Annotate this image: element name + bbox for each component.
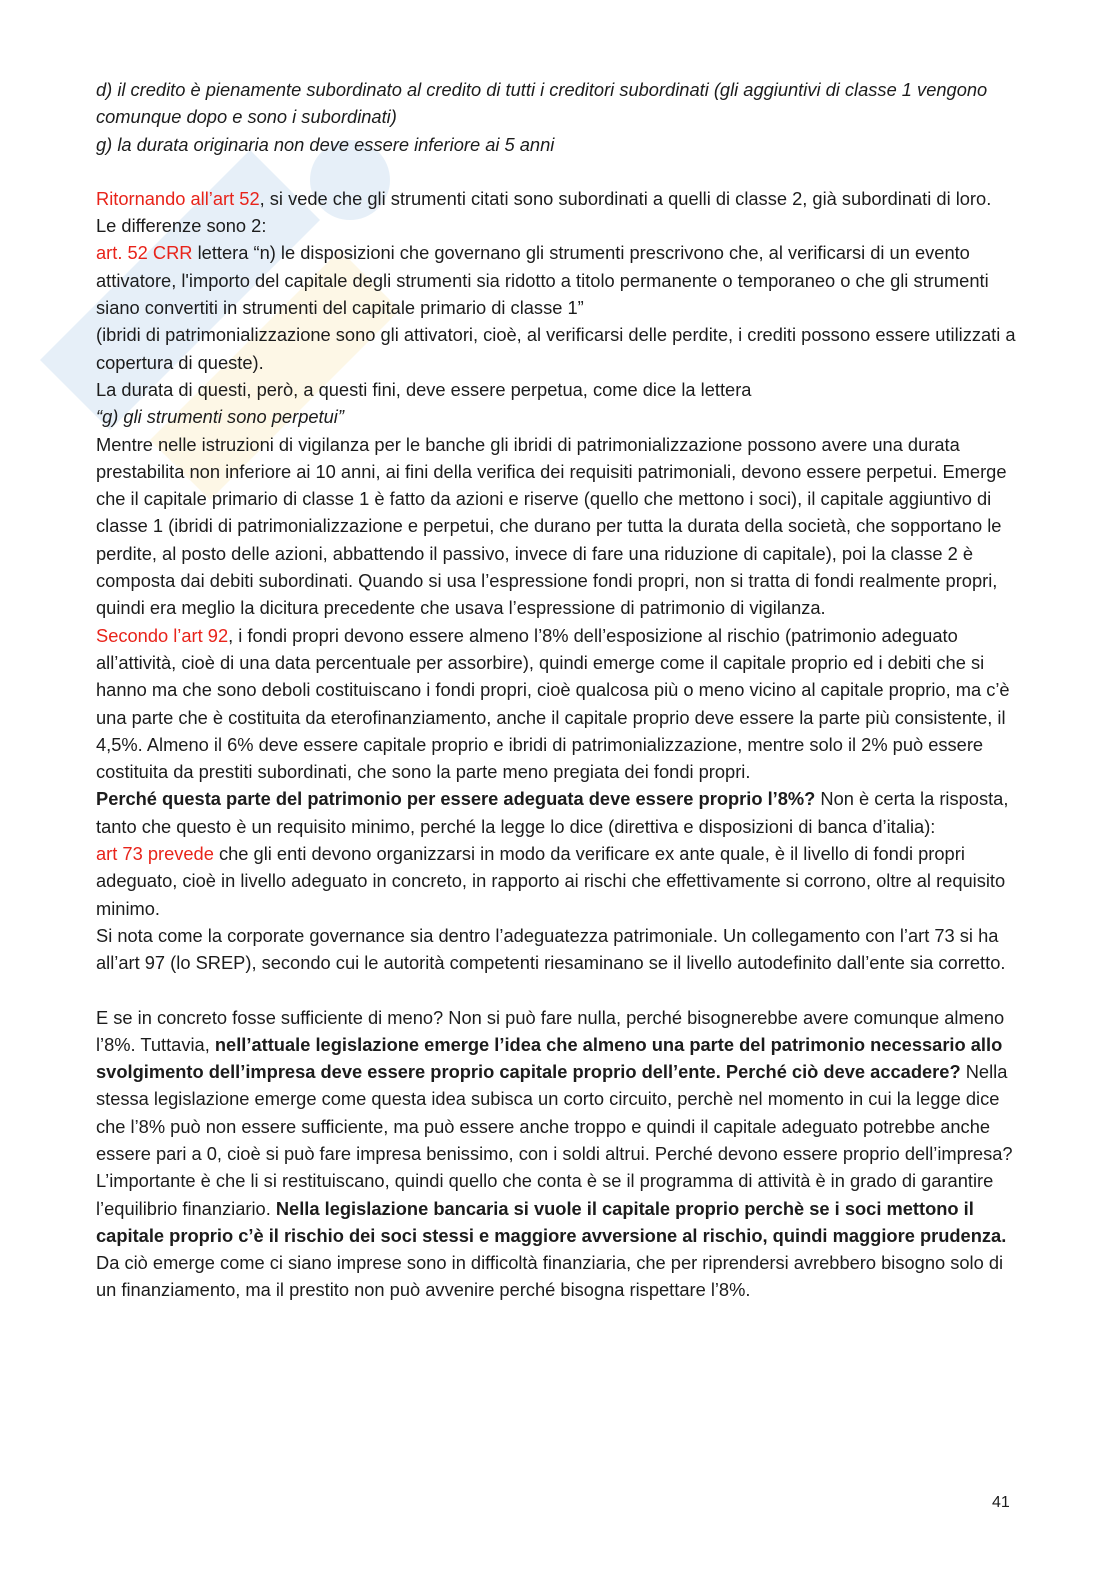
text-run: Da ciò emerge come ci siano imprese sono in difficoltà finanziaria, che per riprendersi avrebbero bisogno solo di un finanziamento, ma il prestito non può avvenire perché bisogna rispettare l’8%. [96,1252,1004,1301]
paragraph [96,1004,1016,1304]
text-run: , si vede che gli strumenti citati sono subordinati a quelli di classe 2, già subordinati di loro. Le differenze sono 2: [96,187,992,237]
article-reference: art 73 prevede [96,843,214,865]
article-reference: Ritornando all’art 52 [96,187,260,209]
text-run: , i fondi propri devono essere almeno l’8% dell’esposizione al rischio (patrimonio adeguato all’attività, cioè di una data percentuale per assorbire), quindi emerge come il capitale proprio ed i debiti che si hanno ma che sono deboli costituiscano i fondi propri, cioè qualcosa più o meno vicino al capitale proprio, ma c’è una parte che è costituita da eterofinanziamento, anche il capitale proprio deve essere la parte più consistente, il 4,5%. Almeno il 6% deve essere capitale proprio e ibridi di patrimonializzazione, mentre solo il 2% può essere costituita da prestiti subordinati, che sono la parte meno pregiata dei fondi propri. [96,624,1010,783]
paragraph [96,403,1016,430]
paragraph [96,922,1016,977]
paragraph-gap [96,158,1016,185]
paragraph [96,376,1016,403]
bold-text: Perché questa parte del patrimonio per essere adeguata deve essere proprio l’8%? [96,788,816,810]
bold-text: Nella legislazione bancaria si vuole il capitale proprio perchè se i soci mettono il capitale proprio c’è il rischio dei soci stessi e maggiore avversione al rischio, quindi maggiore prudenza. [96,1197,1007,1246]
paragraph [96,321,1016,376]
paragraph [96,785,1016,840]
text-run: E se in concreto fosse sufficiente di meno? Non si può fare nulla, perché bisognerebbe avere comunque almeno l’8%. Tuttavia, [96,1006,1005,1055]
article-reference: art. 52 CRR [96,242,193,264]
paragraph [96,840,1016,922]
paragraph [96,622,1016,786]
article-reference: Secondo l’art 92 [96,624,229,646]
paragraph [96,131,1016,158]
text-run: Mentre nelle istruzioni di vigilanza per le banche gli ibridi di patrimonializzazione possono avere una durata prestabilita non inferiore ai 10 anni, ai fini della verifica dei requisiti patrimoniali, devono essere perpetui. Emerge che il capitale primario di classe 1 è fatto da azioni e riserve (quello che mettono i soci), il capitale aggiuntivo di classe 1 (ibridi di patrimonializzazione e perpetui, che durano per tutta la durata della società, che sopportano le perdite, al posto delle azioni, abbattendo il passivo, invece di fare una riduzione di capitale), poi la classe 2 è composta dai debiti subordinati. Quando si usa l’espressione fondi propri, non si tratta di fondi realmente propri, quindi era meglio la dicitura precedente che usava l’espressione di patrimonio di vigilanza. [96,433,1007,619]
text-run: Nella stessa legislazione emerge come questa idea subisca un corto circuito, perchè nel momento in cui la legge dice che l’8% può non essere sufficiente, ma può essere anche troppo e quindi il capitale adeguato potrebbe anche essere pari a 0, cioè si può fare impresa benissimo, con i soldi altrui. Perché devono essere proprio dell’impresa? L’importante è che li si restituiscano, quindi quello che conta è se il programma di attività è in grado di garantire l’equilibrio finanziario. [96,1061,1013,1219]
italic-text: “g) gli strumenti sono perpetui” [96,406,344,428]
text-run: Si nota come la corporate governance sia dentro l’adeguatezza patrimoniale. Un collegamento con l’art 73 si ha all’art 97 (lo SREP), secondo cui le autorità competenti riesaminano se il livello autodefinito dall’ente sia corretto. [96,924,1006,974]
text-run: Non è certa la risposta, tanto che questo è un requisito minimo, perché la legge lo dice (direttiva e disposizioni di banca d’italia): [96,788,1009,837]
paragraph [96,239,1016,321]
paragraph [96,185,1016,240]
paragraph [96,431,1016,622]
document-body [96,76,1016,1304]
paragraph-gap [96,977,1016,1004]
text-run: lettera “n) le disposizioni che governano gli strumenti prescrivono che, al verificarsi di un evento attivatore, l'importo del capitale degli strumenti sia ridotto a titolo permanente o temporaneo o che gli strumenti siano convertiti in strumenti del capitale primario di classe 1” [96,242,989,319]
bold-text: nell’attuale legislazione emerge l’idea che almeno una parte del patrimonio necessario allo svolgimento dell’impresa deve essere proprio capitale proprio dell’ente. Perché ciò deve accadere? [96,1033,1003,1083]
text-run: (ibridi di patrimonializzazione sono gli attivatori, cioè, al verificarsi delle perdite, i crediti possono essere utilizzati a copertura di queste). [96,324,1016,373]
italic-text: d) il credito è pienamente subordinato al credito di tutti i creditori subordinati (gli aggiuntivi di classe 1 vengono comunque dopo e sono i subordinati) [96,79,988,128]
page-number: 41 [992,1494,1010,1511]
text-run: che gli enti devono organizzarsi in modo da verificare ex ante quale, è il livello di fondi propri adeguato, cioè in livello adeguato in concreto, in rapporto ai rischi che effettivamente si corrono, oltre al requisito minimo. [96,843,1006,919]
text-run: La durata di questi, però, a questi fini, deve essere perpetua, come dice la lettera [96,378,752,400]
italic-text: g) la durata originaria non deve essere inferiore ai 5 anni [96,133,555,155]
paragraph [96,76,1016,131]
